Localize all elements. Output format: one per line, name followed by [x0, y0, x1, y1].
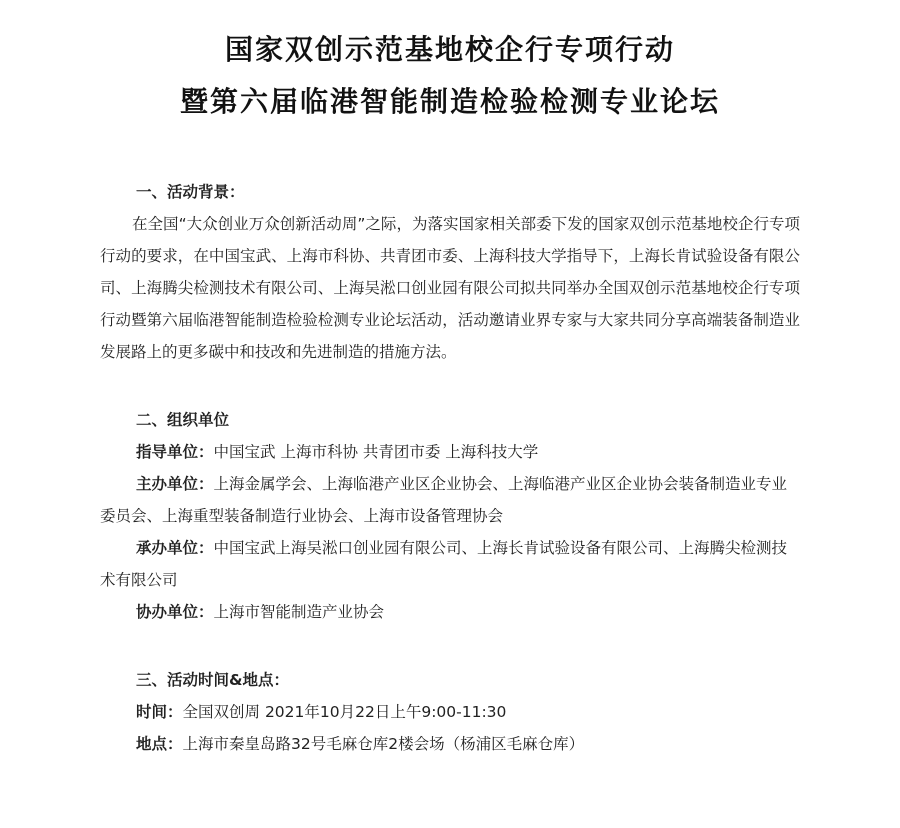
- section-spacer: [100, 628, 800, 664]
- document-title-line-1: 国家双创示范基地校企行专项行动: [224, 33, 675, 66]
- organizer-units-row: [100, 532, 800, 596]
- guide-units-row: [100, 436, 800, 468]
- organizer-units-label: 承办单位：: [136, 539, 214, 557]
- event-time-row: [100, 696, 800, 728]
- event-time-value: 全国双创周 2021年10月22日上午9:00-11:30: [182, 703, 507, 721]
- section-heading-organizers: 二、组织单位: [136, 411, 230, 429]
- co-organizer-units-value: 上海市智能制造产业协会: [213, 603, 385, 621]
- section-heading-time-place: 三、活动时间&地点：: [136, 671, 290, 689]
- event-time-label: 时间：: [136, 703, 183, 721]
- event-place-row: [100, 728, 800, 760]
- co-organizer-units-label: 协办单位：: [136, 603, 214, 621]
- section-heading-background: 一、活动背景：: [136, 183, 245, 201]
- background-paragraph: 在全国“大众创业万众创新活动周”之际，为落实国家相关部委下发的国家双创示范基地校企行专项行动的要求，在中国宝武、上海市科协、共青团市委、上海科技大学指导下，上海长肯试验设备有限公司、上海腾尖检测技术有限公司、上海吴淞口创业园有限公司拟共同举办全国双创示范基地校企行专项行动暨第六届临港智能制造检验检测专业论坛活动，活动邀请业界专家与大家共同分享高端装备制造业发展路上的更多碳中和技改和先进制造的措施方法。: [100, 215, 800, 361]
- host-units-row: [100, 468, 800, 532]
- event-place-label: 地点：: [136, 735, 183, 753]
- co-organizer-units-row: [100, 596, 800, 628]
- event-place-value: 上海市秦皇岛路32号毛麻仓库2楼会场（杨浦区毛麻仓库）: [182, 735, 585, 753]
- document-body: [100, 176, 800, 760]
- host-units-value: 上海金属学会、上海临港产业区企业协会、上海临港产业区企业协会装备制造业专业委员会、上海重型装备制造行业协会、上海市设备管理协会: [100, 475, 788, 525]
- document-title-line-2: 暨第六届临港智能制造检验检测专业论坛: [179, 85, 720, 118]
- guide-units-value: 中国宝武 上海市科协 共青团市委 上海科技大学: [213, 443, 539, 461]
- section-spacer: [100, 368, 800, 404]
- guide-units-label: 指导单位：: [136, 443, 214, 461]
- host-units-label: 主办单位：: [136, 475, 214, 493]
- organizer-units-value: 中国宝武上海吴淞口创业园有限公司、上海长肯试验设备有限公司、上海腾尖检测技术有限公司: [100, 539, 788, 589]
